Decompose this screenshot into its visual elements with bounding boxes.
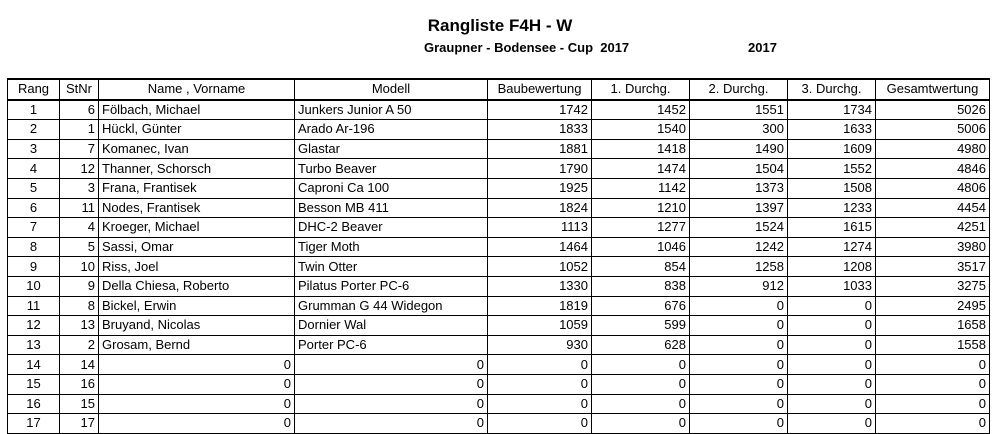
durchgang-2-cell: 0 (690, 374, 788, 394)
durchgang-1-cell: 1452 (592, 100, 690, 120)
rang-cell: 16 (8, 394, 60, 414)
cup-subtitle: Graupner - Bodensee - Cup 2017 (424, 40, 630, 55)
modell-cell: Tiger Moth (295, 237, 488, 257)
baubewertung-cell: 1113 (488, 218, 592, 238)
table-row (8, 394, 990, 414)
modell-cell: 0 (295, 374, 488, 394)
stnr-cell: 17 (60, 414, 99, 434)
durchgang-2-cell: 1397 (690, 198, 788, 218)
baubewertung-cell: 1790 (488, 159, 592, 179)
name-cell: Kroeger, Michael (99, 218, 295, 238)
durchgang-3-cell: 1615 (788, 218, 876, 238)
modell-cell: Twin Otter (295, 257, 488, 277)
rang-cell: 9 (8, 257, 60, 277)
page-title: Rangliste F4H - W (427, 16, 573, 35)
gesamtwertung-cell: 3275 (876, 276, 990, 296)
stnr-cell: 6 (60, 100, 99, 120)
modell-cell: Pilatus Porter PC-6 (295, 276, 488, 296)
gesamtwertung-cell: 0 (876, 374, 990, 394)
baubewertung-cell: 930 (488, 335, 592, 355)
durchgang-1-cell: 854 (592, 257, 690, 277)
header-name: Name , Vorname (99, 79, 295, 100)
stnr-cell: 13 (60, 316, 99, 336)
rang-cell: 12 (8, 316, 60, 336)
durchgang-2-cell: 1258 (690, 257, 788, 277)
durchgang-3-cell: 0 (788, 355, 876, 375)
durchgang-2-cell: 1373 (690, 178, 788, 198)
table-row (8, 178, 990, 198)
rang-cell: 11 (8, 296, 60, 316)
durchgang-2-cell: 0 (690, 316, 788, 336)
table-body (8, 100, 990, 434)
name-cell: Thanner, Schorsch (99, 159, 295, 179)
table-row (8, 218, 990, 238)
durchgang-2-cell: 0 (690, 414, 788, 434)
gesamtwertung-cell: 2495 (876, 296, 990, 316)
modell-cell: Porter PC-6 (295, 335, 488, 355)
header-durchgang-3: 3. Durchg. (788, 79, 876, 100)
name-cell: Riss, Joel (99, 257, 295, 277)
name-cell: 0 (99, 414, 295, 434)
gesamtwertung-cell: 4980 (876, 139, 990, 159)
durchgang-3-cell: 1208 (788, 257, 876, 277)
table-row (8, 139, 990, 159)
rang-cell: 14 (8, 355, 60, 375)
durchgang-3-cell: 0 (788, 374, 876, 394)
rang-cell: 15 (8, 374, 60, 394)
modell-cell: 0 (295, 355, 488, 375)
table-row (8, 120, 990, 140)
rang-cell: 10 (8, 276, 60, 296)
durchgang-2-cell: 0 (690, 355, 788, 375)
gesamtwertung-cell: 0 (876, 355, 990, 375)
baubewertung-cell: 0 (488, 414, 592, 434)
durchgang-3-cell: 0 (788, 335, 876, 355)
baubewertung-cell: 1881 (488, 139, 592, 159)
durchgang-2-cell: 912 (690, 276, 788, 296)
baubewertung-cell: 1464 (488, 237, 592, 257)
durchgang-1-cell: 1540 (592, 120, 690, 140)
name-cell: Grosam, Bernd (99, 335, 295, 355)
gesamtwertung-cell: 4251 (876, 218, 990, 238)
gesamtwertung-cell: 4806 (876, 178, 990, 198)
table-row (8, 237, 990, 257)
gesamtwertung-cell: 0 (876, 394, 990, 414)
header-gesamtwertung: Gesamtwertung (876, 79, 990, 100)
name-cell: Fölbach, Michael (99, 100, 295, 120)
durchgang-1-cell: 1474 (592, 159, 690, 179)
baubewertung-cell: 1833 (488, 120, 592, 140)
gesamtwertung-cell: 3517 (876, 257, 990, 277)
stnr-cell: 14 (60, 355, 99, 375)
durchgang-1-cell: 0 (592, 355, 690, 375)
baubewertung-cell: 0 (488, 394, 592, 414)
name-cell: Bickel, Erwin (99, 296, 295, 316)
modell-cell: Arado Ar-196 (295, 120, 488, 140)
table-row (8, 159, 990, 179)
ranking-table (7, 78, 990, 434)
rang-cell: 17 (8, 414, 60, 434)
table-row (8, 257, 990, 277)
stnr-cell: 5 (60, 237, 99, 257)
modell-cell: Glastar (295, 139, 488, 159)
stnr-cell: 8 (60, 296, 99, 316)
stnr-cell: 10 (60, 257, 99, 277)
gesamtwertung-cell: 5006 (876, 120, 990, 140)
durchgang-2-cell: 1551 (690, 100, 788, 120)
durchgang-3-cell: 1233 (788, 198, 876, 218)
durchgang-2-cell: 0 (690, 296, 788, 316)
name-cell: Sassi, Omar (99, 237, 295, 257)
durchgang-1-cell: 1277 (592, 218, 690, 238)
stnr-cell: 11 (60, 198, 99, 218)
modell-cell: Dornier Wal (295, 316, 488, 336)
durchgang-1-cell: 0 (592, 414, 690, 434)
rang-cell: 8 (8, 237, 60, 257)
baubewertung-cell: 1925 (488, 178, 592, 198)
modell-cell: Junkers Junior A 50 (295, 100, 488, 120)
baubewertung-cell: 1824 (488, 198, 592, 218)
stnr-cell: 7 (60, 139, 99, 159)
rang-cell: 13 (8, 335, 60, 355)
baubewertung-cell: 1330 (488, 276, 592, 296)
rang-cell: 1 (8, 100, 60, 120)
header-baubewertung: Baubewertung (488, 79, 592, 100)
durchgang-1-cell: 1046 (592, 237, 690, 257)
stnr-cell: 9 (60, 276, 99, 296)
durchgang-1-cell: 628 (592, 335, 690, 355)
rang-cell: 3 (8, 139, 60, 159)
stnr-cell: 16 (60, 374, 99, 394)
baubewertung-cell: 0 (488, 374, 592, 394)
stnr-cell: 1 (60, 120, 99, 140)
header-rang: Rang (8, 79, 60, 100)
durchgang-3-cell: 0 (788, 316, 876, 336)
rang-cell: 6 (8, 198, 60, 218)
baubewertung-cell: 1052 (488, 257, 592, 277)
durchgang-3-cell: 1274 (788, 237, 876, 257)
gesamtwertung-cell: 0 (876, 414, 990, 434)
baubewertung-cell: 1819 (488, 296, 592, 316)
durchgang-1-cell: 0 (592, 394, 690, 414)
durchgang-2-cell: 1490 (690, 139, 788, 159)
header-stnr: StNr (60, 79, 99, 100)
table-row (8, 198, 990, 218)
durchgang-3-cell: 1633 (788, 120, 876, 140)
gesamtwertung-cell: 4454 (876, 198, 990, 218)
baubewertung-cell: 1059 (488, 316, 592, 336)
baubewertung-cell: 0 (488, 355, 592, 375)
gesamtwertung-cell: 1658 (876, 316, 990, 336)
year-label: 2017 (748, 40, 777, 55)
name-cell: Hückl, Günter (99, 120, 295, 140)
modell-cell: Turbo Beaver (295, 159, 488, 179)
durchgang-1-cell: 0 (592, 374, 690, 394)
name-cell: Frana, Frantisek (99, 178, 295, 198)
gesamtwertung-cell: 3980 (876, 237, 990, 257)
rang-cell: 4 (8, 159, 60, 179)
durchgang-1-cell: 838 (592, 276, 690, 296)
stnr-cell: 4 (60, 218, 99, 238)
header-modell: Modell (295, 79, 488, 100)
header-row (8, 79, 990, 100)
name-cell: Bruyand, Nicolas (99, 316, 295, 336)
table-row (8, 100, 990, 120)
gesamtwertung-cell: 5026 (876, 100, 990, 120)
gesamtwertung-cell: 4846 (876, 159, 990, 179)
rang-cell: 7 (8, 218, 60, 238)
name-cell: 0 (99, 394, 295, 414)
table-row (8, 355, 990, 375)
durchgang-1-cell: 676 (592, 296, 690, 316)
durchgang-3-cell: 1734 (788, 100, 876, 120)
durchgang-2-cell: 300 (690, 120, 788, 140)
durchgang-3-cell: 0 (788, 296, 876, 316)
rang-cell: 5 (8, 178, 60, 198)
baubewertung-cell: 1742 (488, 100, 592, 120)
name-cell: 0 (99, 355, 295, 375)
name-cell: Della Chiesa, Roberto (99, 276, 295, 296)
name-cell: 0 (99, 374, 295, 394)
name-cell: Komanec, Ivan (99, 139, 295, 159)
durchgang-2-cell: 0 (690, 335, 788, 355)
stnr-cell: 3 (60, 178, 99, 198)
durchgang-3-cell: 1609 (788, 139, 876, 159)
modell-cell: Grumman G 44 Widegon (295, 296, 488, 316)
modell-cell: Caproni Ca 100 (295, 178, 488, 198)
durchgang-1-cell: 1418 (592, 139, 690, 159)
table-row (8, 414, 990, 434)
durchgang-2-cell: 0 (690, 394, 788, 414)
table-row (8, 335, 990, 355)
modell-cell: 0 (295, 394, 488, 414)
name-cell: Nodes, Frantisek (99, 198, 295, 218)
stnr-cell: 12 (60, 159, 99, 179)
durchgang-1-cell: 1142 (592, 178, 690, 198)
modell-cell: Besson MB 411 (295, 198, 488, 218)
durchgang-1-cell: 1210 (592, 198, 690, 218)
durchgang-1-cell: 599 (592, 316, 690, 336)
gesamtwertung-cell: 1558 (876, 335, 990, 355)
header-durchgang-1: 1. Durchg. (592, 79, 690, 100)
durchgang-2-cell: 1242 (690, 237, 788, 257)
durchgang-3-cell: 1552 (788, 159, 876, 179)
stnr-cell: 2 (60, 335, 99, 355)
modell-cell: DHC-2 Beaver (295, 218, 488, 238)
durchgang-3-cell: 1033 (788, 276, 876, 296)
rang-cell: 2 (8, 120, 60, 140)
durchgang-3-cell: 0 (788, 394, 876, 414)
durchgang-2-cell: 1524 (690, 218, 788, 238)
durchgang-3-cell: 1508 (788, 178, 876, 198)
durchgang-3-cell: 0 (788, 414, 876, 434)
table-row (8, 316, 990, 336)
durchgang-2-cell: 1504 (690, 159, 788, 179)
header-durchgang-2: 2. Durchg. (690, 79, 788, 100)
table-row (8, 374, 990, 394)
table-row (8, 296, 990, 316)
stnr-cell: 15 (60, 394, 99, 414)
table-row (8, 276, 990, 296)
modell-cell: 0 (295, 414, 488, 434)
